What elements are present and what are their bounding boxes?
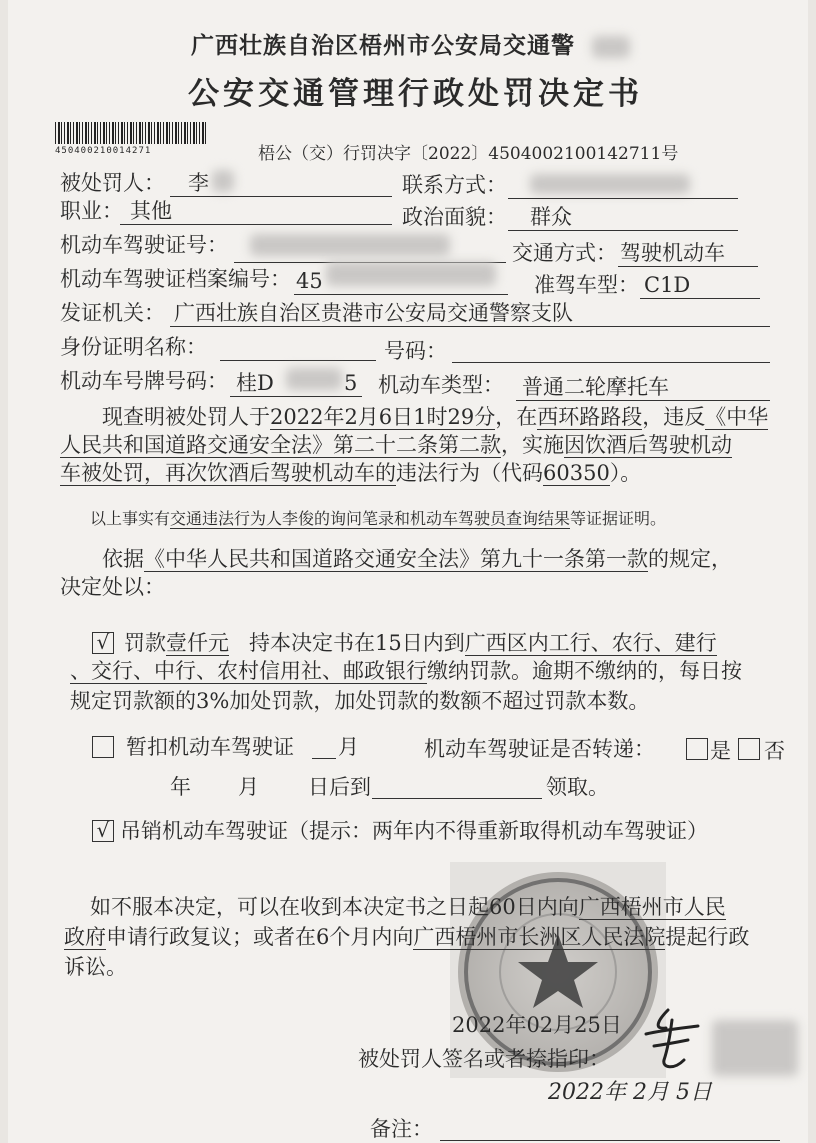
fine-banks: 、交行、中行、农村信用社、邮政银行 xyxy=(70,659,427,683)
appeal-line-2 xyxy=(64,924,749,950)
fine-line-2 xyxy=(70,658,742,684)
appeal-text: 如不服本决定，可以在收到本决定书之日起60日内向 xyxy=(90,895,579,919)
facts-text: ，实施 xyxy=(501,433,564,457)
transfer-label: 机动车驾驶证是否转递： xyxy=(424,737,655,761)
vehicle-type-label: 机动车类型： xyxy=(378,373,504,397)
remark-label: 备注： xyxy=(370,1117,433,1141)
basis-law: 《中华人民共和国道路交通安全法》第九十一条第一款 xyxy=(144,547,648,571)
plate-value: 桂D xyxy=(236,371,274,395)
fine-label: 罚款 xyxy=(124,631,166,655)
revoke-text: 吊销机动车驾驶证（提示：两年内不得重新取得机动车驾驶证） xyxy=(120,819,708,843)
plate-underline xyxy=(230,396,362,397)
issuing-underline xyxy=(170,326,770,327)
facts-line-3 xyxy=(60,460,641,486)
remark-underline xyxy=(440,1140,780,1141)
violator-value: 李 xyxy=(188,171,209,195)
political-label: 政治面貌： xyxy=(402,205,507,229)
archive-label: 机动车驾驶证档案编号： xyxy=(60,267,291,291)
violator-underline xyxy=(170,196,392,197)
plate-tail: 5 xyxy=(344,371,358,395)
political-value: 群众 xyxy=(530,205,572,229)
collect-place-underline xyxy=(372,798,542,799)
plate-label: 机动车号牌号码： xyxy=(60,369,228,393)
suspend-checkbox[interactable] xyxy=(92,736,114,758)
sign-label: 被处罚人签名或者捺指印： xyxy=(358,1047,610,1071)
violator-label: 被处罚人： xyxy=(60,171,165,195)
id-no-underline xyxy=(452,362,770,363)
basis-line-1 xyxy=(102,546,732,572)
archive-value: 45 xyxy=(296,269,323,293)
facts-text: ，违反 xyxy=(642,405,706,429)
vehicle-type-value: 普通二轮摩托车 xyxy=(522,375,669,399)
appeal-court: 广西梧州市长洲区人民法院 xyxy=(413,925,666,949)
contact-redaction xyxy=(530,174,690,194)
transfer-no: 否 xyxy=(764,739,785,763)
vehicle-class-value: C1D xyxy=(644,273,691,297)
fine-banks: 广西区内工行、农行、建行 xyxy=(464,631,717,655)
facts-text: 现查明被处罚人于 xyxy=(102,405,270,429)
id-name-label: 身份证明名称： xyxy=(60,335,207,359)
job-value: 其他 xyxy=(130,199,172,223)
fine-amount: 壹仟元 xyxy=(166,631,229,655)
job-label: 职业： xyxy=(60,199,123,223)
facts-text: 违法行为（代码 xyxy=(396,461,543,485)
evidence-line xyxy=(90,506,666,532)
issuing-value: 广西壮族自治区贵港市公安局交通警察支队 xyxy=(174,301,573,325)
traffic-value: 驾驶机动车 xyxy=(620,241,725,265)
evidence-text: 以上事实有 xyxy=(90,509,171,528)
evidence-items: 交通违法行为人李俊的询问笔录和机动车驾驶员查询结果 xyxy=(170,509,571,528)
vehicle-class-underline xyxy=(640,298,760,299)
barcode-number: 450400210014271 xyxy=(55,146,152,156)
suspend-year: 年 xyxy=(170,775,191,799)
evidence-text: 等证据证明。 xyxy=(570,509,667,528)
vehicle-class-label: 准驾车型： xyxy=(534,273,639,297)
collect-text: 领取。 xyxy=(546,775,609,799)
violation-place: 西环路路段 xyxy=(537,405,643,429)
document-number: 梧公（交）行罚决字〔2022〕4504002100142711号 xyxy=(258,144,679,164)
job-underline xyxy=(120,224,392,225)
violation-code: 60350 xyxy=(543,461,610,485)
contact-underline xyxy=(508,198,738,199)
facts-text: ，在 xyxy=(495,405,538,429)
suspend-month-2: 月 xyxy=(238,775,259,799)
signature xyxy=(628,1000,718,1080)
issuing-label: 发证机关： xyxy=(60,301,165,325)
violated-law: 《中华 xyxy=(705,405,769,429)
fine-checkbox[interactable]: √ xyxy=(92,632,114,654)
political-underline xyxy=(508,230,738,231)
violation-act: 因饮酒后驾驶机动 xyxy=(564,433,732,457)
vehicle-type-underline xyxy=(516,400,770,401)
id-name-underline xyxy=(220,360,376,361)
facts-line-1 xyxy=(102,404,768,430)
basis-line-2: 决定处以： xyxy=(60,575,165,599)
facts-text: ）。 xyxy=(609,461,642,485)
fine-text: 持本决定书在15日内到 xyxy=(249,631,465,655)
transfer-no-checkbox[interactable] xyxy=(738,738,760,760)
traffic-underline xyxy=(618,266,758,267)
appeal-government: 广西梧州市人民 xyxy=(578,895,726,919)
appeal-government: 政府 xyxy=(64,925,106,949)
plate-redaction xyxy=(286,368,342,390)
suspend-label: 暂扣机动车驾驶证 xyxy=(126,735,294,759)
issuer-redaction xyxy=(592,36,630,58)
violator-redaction xyxy=(212,170,234,192)
basis-text: 依据 xyxy=(102,547,144,571)
license-redaction xyxy=(250,234,450,256)
fine-line-1 xyxy=(124,630,717,656)
appeal-text: 提起行政 xyxy=(665,925,750,949)
archive-underline xyxy=(294,294,508,295)
id-no-label: 号码： xyxy=(384,339,447,363)
license-label: 机动车驾驶证号： xyxy=(60,233,228,257)
revoke-checkbox[interactable]: √ xyxy=(92,820,114,842)
violation-act: 车被处罚，再次饮酒后驾驶机动车的 xyxy=(60,461,396,485)
signature-redaction xyxy=(712,1020,798,1076)
fine-line-3: 规定罚款额的3%加处罚款，加处罚款的数额不超过罚款本数。 xyxy=(70,689,650,713)
facts-line-2 xyxy=(60,432,732,458)
handwritten-date: 2022年 2月 5日 xyxy=(548,1080,712,1105)
fine-text: 缴纳罚款。逾期不缴纳的，每日按 xyxy=(427,659,742,683)
transfer-yes: 是 xyxy=(710,739,731,763)
barcode xyxy=(55,122,207,144)
appeal-line-3: 诉讼。 xyxy=(64,955,127,979)
appeal-text: 申请行政复议；或者在6个月内向 xyxy=(106,925,414,949)
archive-redaction xyxy=(326,262,496,286)
decision-date: 2022年02月25日 xyxy=(452,1013,622,1037)
document-title: 公安交通管理行政处罚决定书 xyxy=(188,76,643,112)
suspend-month-underline xyxy=(312,758,336,759)
appeal-line-1 xyxy=(90,894,726,920)
suspend-month: 月 xyxy=(338,735,359,759)
transfer-yes-checkbox[interactable] xyxy=(686,738,708,760)
suspend-day-after: 日后到 xyxy=(308,775,371,799)
violation-time: 2022年2月6日1时29分 xyxy=(270,405,496,429)
issuer-title: 广西壮族自治区梧州市公安局交通警 xyxy=(191,32,575,59)
traffic-label: 交通方式： xyxy=(512,241,617,265)
violated-law: 人民共和国道路交通安全法》第二十二条第二款 xyxy=(60,433,501,457)
basis-text: 的规定， xyxy=(648,547,732,571)
contact-label: 联系方式： xyxy=(402,173,507,197)
